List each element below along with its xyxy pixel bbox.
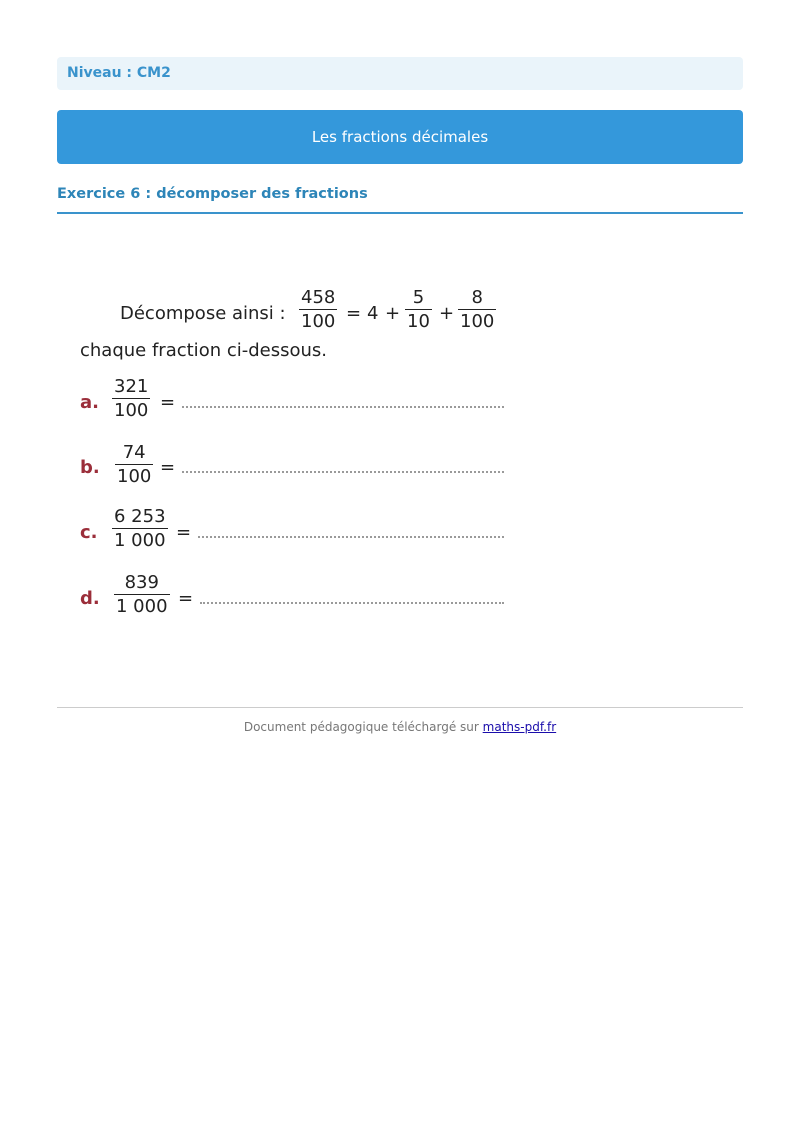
footer-text: Document pédagogique téléchargé sur bbox=[243, 720, 479, 734]
item-b-equals: = bbox=[160, 457, 176, 478]
item-a-fraction bbox=[112, 376, 150, 423]
item-d-numerator: 839 bbox=[124, 572, 159, 593]
footer bbox=[0, 720, 800, 734]
example-part2 bbox=[458, 287, 496, 334]
item-a-answer-line[interactable] bbox=[182, 406, 504, 408]
exercise-title: Exercice 6 : décomposer des fractions bbox=[57, 186, 368, 202]
item-b-letter: b. bbox=[80, 457, 100, 478]
example-denominator: 100 bbox=[301, 311, 336, 333]
item-a-numerator: 321 bbox=[114, 376, 149, 397]
exercise-content bbox=[78, 285, 518, 630]
part2-numerator: 8 bbox=[471, 287, 483, 308]
item-d-denominator: 1 000 bbox=[116, 596, 168, 618]
example-whole: 4 bbox=[367, 303, 379, 324]
example-part1 bbox=[405, 287, 432, 334]
item-c-denominator: 1 000 bbox=[114, 530, 166, 552]
plus-sign: + bbox=[439, 303, 455, 324]
item-d-letter: d. bbox=[80, 588, 100, 609]
example-numerator: 458 bbox=[301, 287, 336, 308]
level-label: Niveau : CM2 bbox=[67, 65, 171, 81]
plus-sign: + bbox=[385, 303, 401, 324]
item-c-answer-line[interactable] bbox=[198, 536, 504, 538]
item-c-numerator: 6 253 bbox=[114, 506, 166, 527]
footer-rule bbox=[57, 707, 743, 708]
item-b-fraction bbox=[115, 442, 153, 489]
exercise-title-rule bbox=[57, 212, 743, 214]
item-a-letter: a. bbox=[80, 392, 99, 413]
item-c-letter: c. bbox=[80, 522, 98, 543]
level-box bbox=[57, 57, 743, 90]
instruction-prefix: Décompose ainsi : bbox=[120, 303, 286, 324]
item-b-answer-line[interactable] bbox=[182, 471, 504, 473]
chapter-banner: Les fractions décimales bbox=[57, 110, 743, 164]
item-d-answer-line[interactable] bbox=[200, 602, 504, 604]
item-d-equals: = bbox=[178, 588, 194, 609]
item-c-fraction bbox=[112, 506, 168, 553]
item-c-equals: = bbox=[176, 522, 192, 543]
item-b-denominator: 100 bbox=[117, 466, 152, 488]
item-b-numerator: 74 bbox=[122, 442, 146, 463]
item-d-fraction bbox=[114, 572, 170, 619]
example-fraction bbox=[299, 287, 337, 334]
part1-numerator: 5 bbox=[412, 287, 425, 308]
part2-denominator: 100 bbox=[460, 311, 495, 333]
item-a-equals: = bbox=[160, 392, 176, 413]
part1-denominator: 10 bbox=[407, 311, 430, 333]
item-a-denominator: 100 bbox=[114, 400, 149, 422]
footer-link[interactable]: maths-pdf.fr bbox=[482, 720, 557, 734]
equals-sign: = bbox=[346, 303, 362, 324]
instruction-suffix: chaque fraction ci-dessous. bbox=[80, 340, 327, 361]
